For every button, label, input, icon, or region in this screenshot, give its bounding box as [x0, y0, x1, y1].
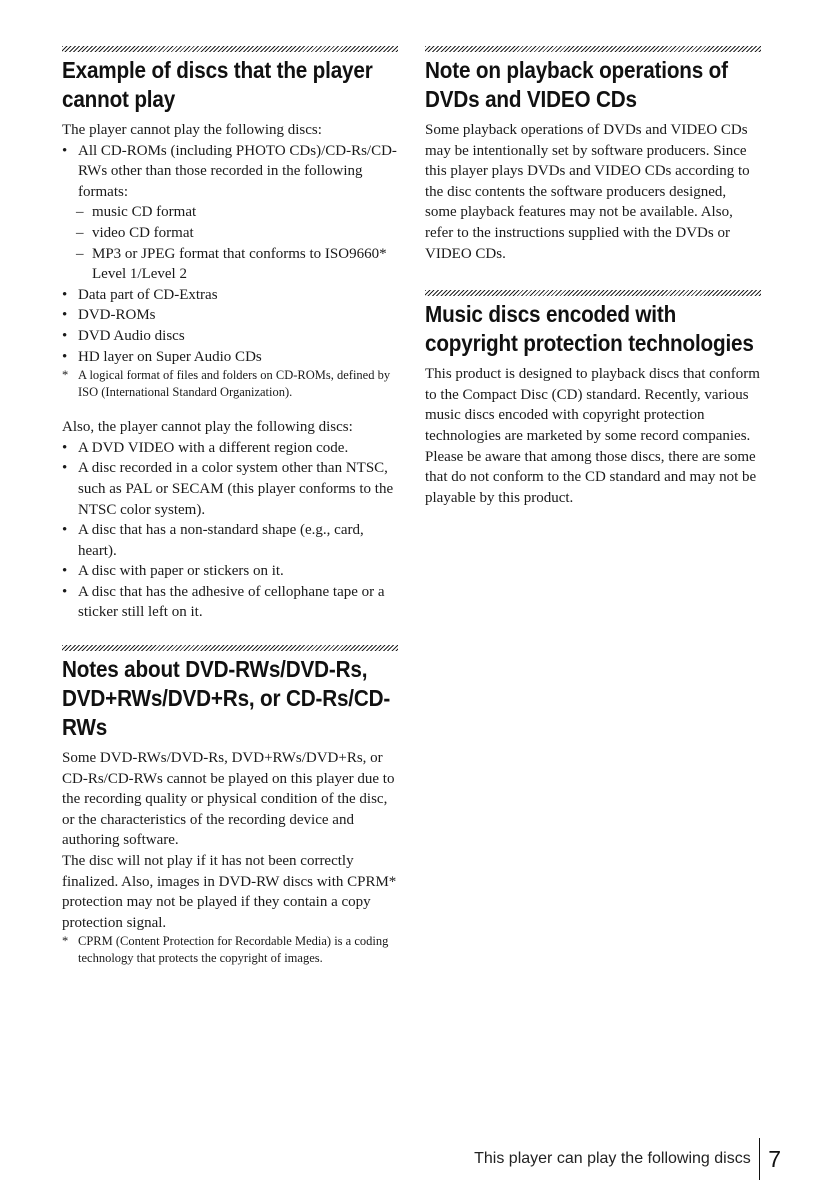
playback-ops-heading: Note on playback operations of DVDs and VIDEO CDs [425, 57, 728, 112]
cannot-play-section [62, 46, 398, 623]
cannot-play-list [62, 141, 398, 368]
list-item: • A DVD VIDEO with a different region code. [62, 438, 398, 459]
playback-ops-body: Some playback operations of DVDs and VIDEO CDs may be intentionally set by software producers. Since this player plays DVDs and VIDEO CDs according to the disc contents the software producers designed, some playback features may not be available. Also, refer to the instructions supplied with the DVDs or VIDEO CDs. [425, 122, 750, 262]
section-rule [425, 290, 761, 296]
footer-divider [759, 1138, 761, 1180]
music-discs-body: This product is designed to playback discs that conform to the Compact Disc (CD) standard. Recently, various music discs encoded with copyright protection technologies are marketed by some record companies. Please be aware that among those discs, there are some that do not conform to the CD standard and may not be playable by this product. [425, 366, 760, 506]
list-item: • A disc that has a non-standard shape (e.g., card, heart). [62, 520, 398, 561]
list-item: • All CD-ROMs (including PHOTO CDs)/CD-Rs/CD-RWs other than those recorded in the following formats: [62, 141, 398, 203]
list-item: • A disc that has the adhesive of cellophane tape or a sticker still left on it. [62, 582, 398, 623]
list-item: • Data part of CD-Extras [62, 285, 398, 306]
list-item: – music CD format [62, 202, 398, 223]
list-item: – MP3 or JPEG format that conforms to ISO9660* Level 1/Level 2 [62, 244, 398, 285]
footer-section-title: This player can play the following discs [474, 1150, 751, 1167]
section-rule [62, 645, 398, 651]
cannot-play-heading: Example of discs that the player cannot play [62, 57, 373, 112]
iso-footnote: * A logical format of files and folders on CD-ROMs, defined by ISO (International Standard Organization). [62, 367, 398, 401]
cannot-play-intro: The player cannot play the following discs: [62, 122, 322, 138]
list-item: • A disc with paper or stickers on it. [62, 561, 398, 582]
list-item: – video CD format [62, 223, 398, 244]
cprm-footnote: * CPRM (Content Protection for Recordable Media) is a coding technology that protects the copyright of images. [62, 933, 398, 967]
page-number: 7 [768, 1145, 781, 1172]
list-item: • DVD Audio discs [62, 326, 398, 347]
dvd-rw-notes-section [62, 645, 398, 967]
section-rule [62, 46, 398, 52]
dvd-rw-notes-para-2: The disc will not play if it has not been correctly finalized. Also, images in DVD-RW discs with CPRM* protection may not be played if they contain a copy protection signal. [62, 852, 397, 931]
playback-ops-section [425, 46, 761, 264]
list-item: • A disc recorded in a color system other than NTSC, such as PAL or SECAM (this player conforms to the NTSC color system). [62, 458, 398, 520]
cannot-play-intro-2: Also, the player cannot play the following discs: [62, 419, 353, 436]
page-footer [474, 1138, 781, 1180]
dvd-rw-notes-heading: Notes about DVD-RWs/DVD-Rs, DVD+RWs/DVD+Rs, or CD-Rs/CD-RWs [62, 656, 391, 740]
cannot-play-list-2 [62, 438, 398, 623]
music-discs-section [425, 290, 761, 508]
list-item: • DVD-ROMs [62, 305, 398, 326]
section-rule [425, 46, 761, 52]
music-discs-heading: Music discs encoded with copyright protection technologies [425, 301, 754, 357]
left-column [62, 46, 398, 623]
right-column [425, 46, 761, 508]
dvd-rw-notes-para-1: Some DVD-RWs/DVD-Rs, DVD+RWs/DVD+Rs, or CD-Rs/CD-RWs cannot be played on this player due to the recording quality or physical condition of the disc, or the characteristics of the recording device and authoring software. [62, 750, 395, 849]
list-item: • HD layer on Super Audio CDs [62, 347, 398, 368]
